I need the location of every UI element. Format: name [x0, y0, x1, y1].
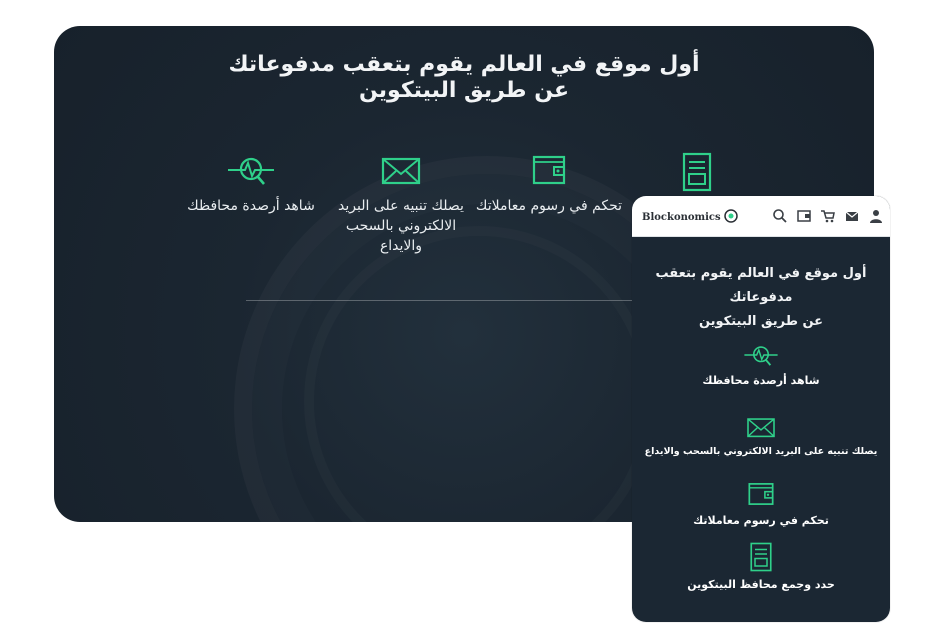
header-icons	[772, 208, 884, 224]
wallet-icon	[741, 480, 781, 508]
feature-email-alerts	[326, 152, 476, 256]
mobile-feature-manage-wallets	[632, 542, 890, 591]
mobile-feature-fee-control	[632, 480, 890, 527]
mobile-feature-email-alerts	[632, 414, 890, 457]
envelope-icon	[376, 152, 426, 188]
feature-label: شاهد أرصدة محافظك	[702, 374, 820, 387]
site-logo[interactable]	[642, 209, 738, 223]
document-icon	[672, 152, 722, 192]
title-line-1: أول موقع في العالم يقوم بتعقب مدفوعاتك	[228, 52, 700, 77]
title-line-1: أول موقع في العالم يقوم بتعقب مدفوعاتك	[655, 266, 867, 305]
section-divider	[246, 300, 636, 301]
document-icon	[741, 542, 781, 572]
mobile-hero-title	[632, 262, 890, 334]
envelope-icon[interactable]	[844, 208, 860, 224]
feature-label: يصلك تنبيه على البريد الالكتروني بالسحب والايداع	[338, 198, 464, 254]
pulse-magnifier-icon	[226, 152, 276, 188]
title-line-2: عن طريق البيتكوين	[358, 78, 570, 103]
feature-watch-balances	[176, 152, 326, 216]
logo-text: Blockonomics	[642, 212, 721, 223]
title-line-2: عن طريق البيتكوين	[698, 314, 824, 329]
feature-label: حدد وجمع محافظ البيتكوين	[687, 578, 835, 591]
user-icon[interactable]	[868, 208, 884, 224]
desktop-hero-title	[204, 52, 724, 104]
cart-icon[interactable]	[820, 208, 836, 224]
envelope-icon	[741, 414, 781, 440]
feature-fee-control	[474, 152, 624, 216]
feature-label: شاهد أرصدة محافظك	[187, 198, 315, 214]
wallet-icon	[524, 152, 574, 188]
feature-manage-wallets	[622, 152, 772, 200]
logo-coin-icon	[724, 209, 738, 223]
mobile-feature-watch-balances	[632, 342, 890, 387]
mobile-header	[632, 196, 890, 237]
wallet-icon[interactable]	[796, 208, 812, 224]
feature-label: تحكم في رسوم معاملاتك	[475, 198, 623, 214]
search-icon[interactable]	[772, 208, 788, 224]
mobile-preview	[632, 196, 890, 622]
feature-label: تحكم في رسوم معاملاتك	[693, 514, 829, 527]
pulse-magnifier-icon	[741, 342, 781, 368]
feature-label: يصلك تنبيه على البريد الالكتروني بالسحب والايداع	[644, 446, 878, 457]
